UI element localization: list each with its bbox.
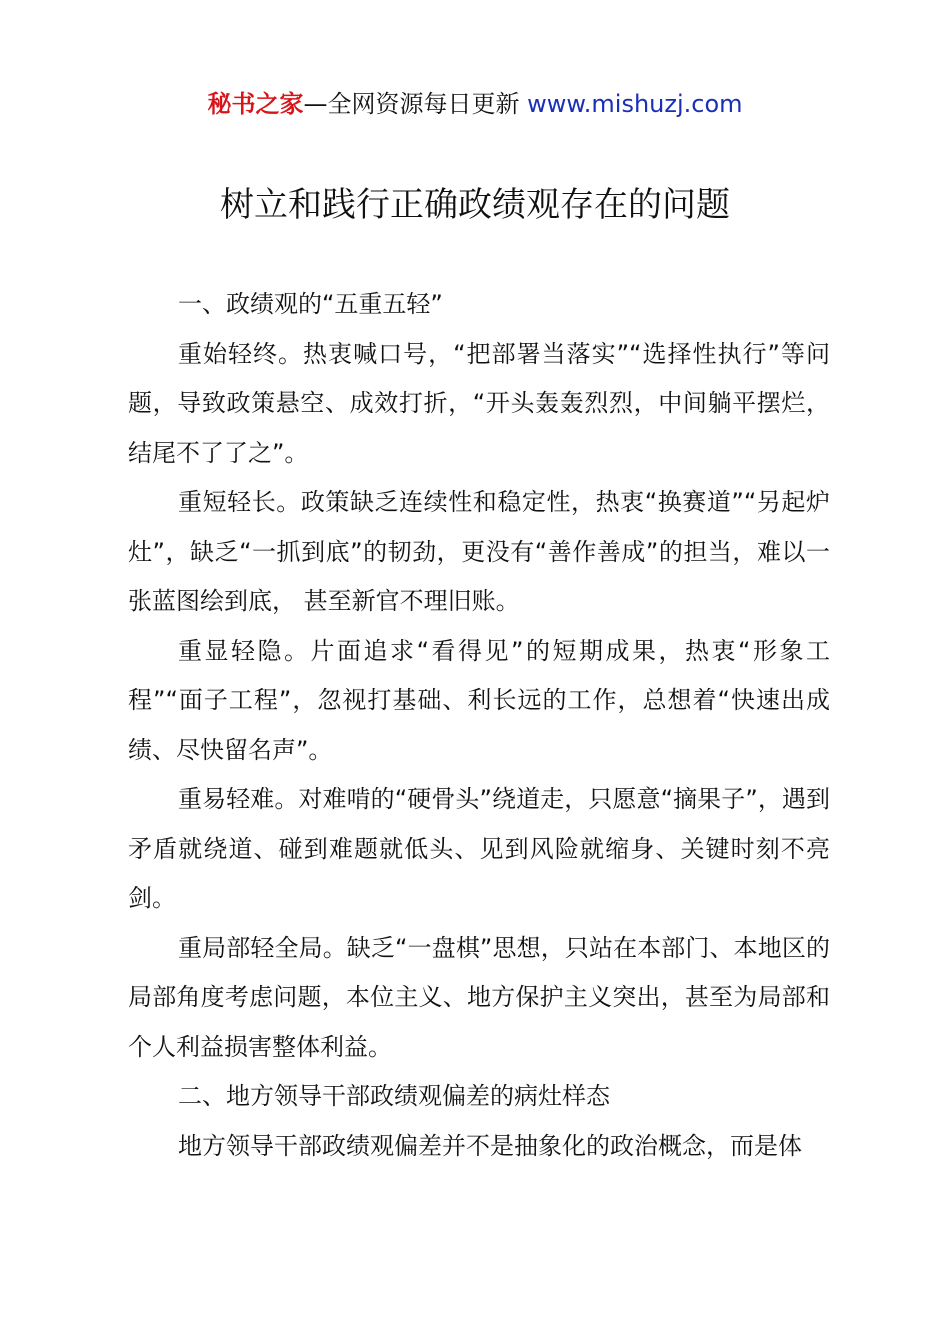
site-url-link[interactable]: www.mishuzj.com	[527, 90, 743, 118]
brand-name: 秘书之家	[207, 90, 304, 118]
paragraph: 重始轻终。热衷喊口号，“把部署当落实”“选择性执行”等问题，导致政策悬空、成效打折，“开头轰轰烈烈，中间躺平摆烂，结尾不了了之”。	[128, 339, 830, 467]
paragraph: 重显轻隐。片面追求“看得见”的短期成果，热衷“形象工程”“面子工程”，忽视打基础、利长远的工作，总想着“快速出成绩、尽快留名声”。	[128, 636, 830, 764]
document-body	[128, 280, 830, 1171]
section-heading-1: 一、政绩观的“五重五轻”	[178, 290, 443, 318]
section-heading-2: 二、地方领导干部政绩观偏差的病灶样态	[178, 1082, 610, 1110]
site-header	[0, 88, 950, 120]
paragraph: 重易轻难。对难啃的“硬骨头”绕道走，只愿意“摘果子”，遇到矛盾就绕道、碰到难题就低头、见到风险就缩身、关键时刻不亮剑。	[128, 785, 830, 912]
paragraph: 重短轻长。政策缺乏连续性和稳定性，热衷“换赛道”“另起炉灶”，缺乏“一抓到底”的韧劲，更没有“善作善成”的担当，难以一张蓝图绘到底， 甚至新官不理旧账。	[128, 488, 830, 615]
header-tagline: —全网资源每日更新	[303, 90, 520, 118]
document-title: 树立和践行正确政绩观存在的问题	[220, 185, 730, 225]
paragraph: 地方领导干部政绩观偏差并不是抽象化的政治概念，而是体	[178, 1131, 802, 1160]
paragraph: 重局部轻全局。缺乏“一盘棋”思想，只站在本部门、本地区的局部角度考虑问题，本位主义、地方保护主义突出，甚至为局部和个人利益损害整体利益。	[128, 933, 830, 1061]
